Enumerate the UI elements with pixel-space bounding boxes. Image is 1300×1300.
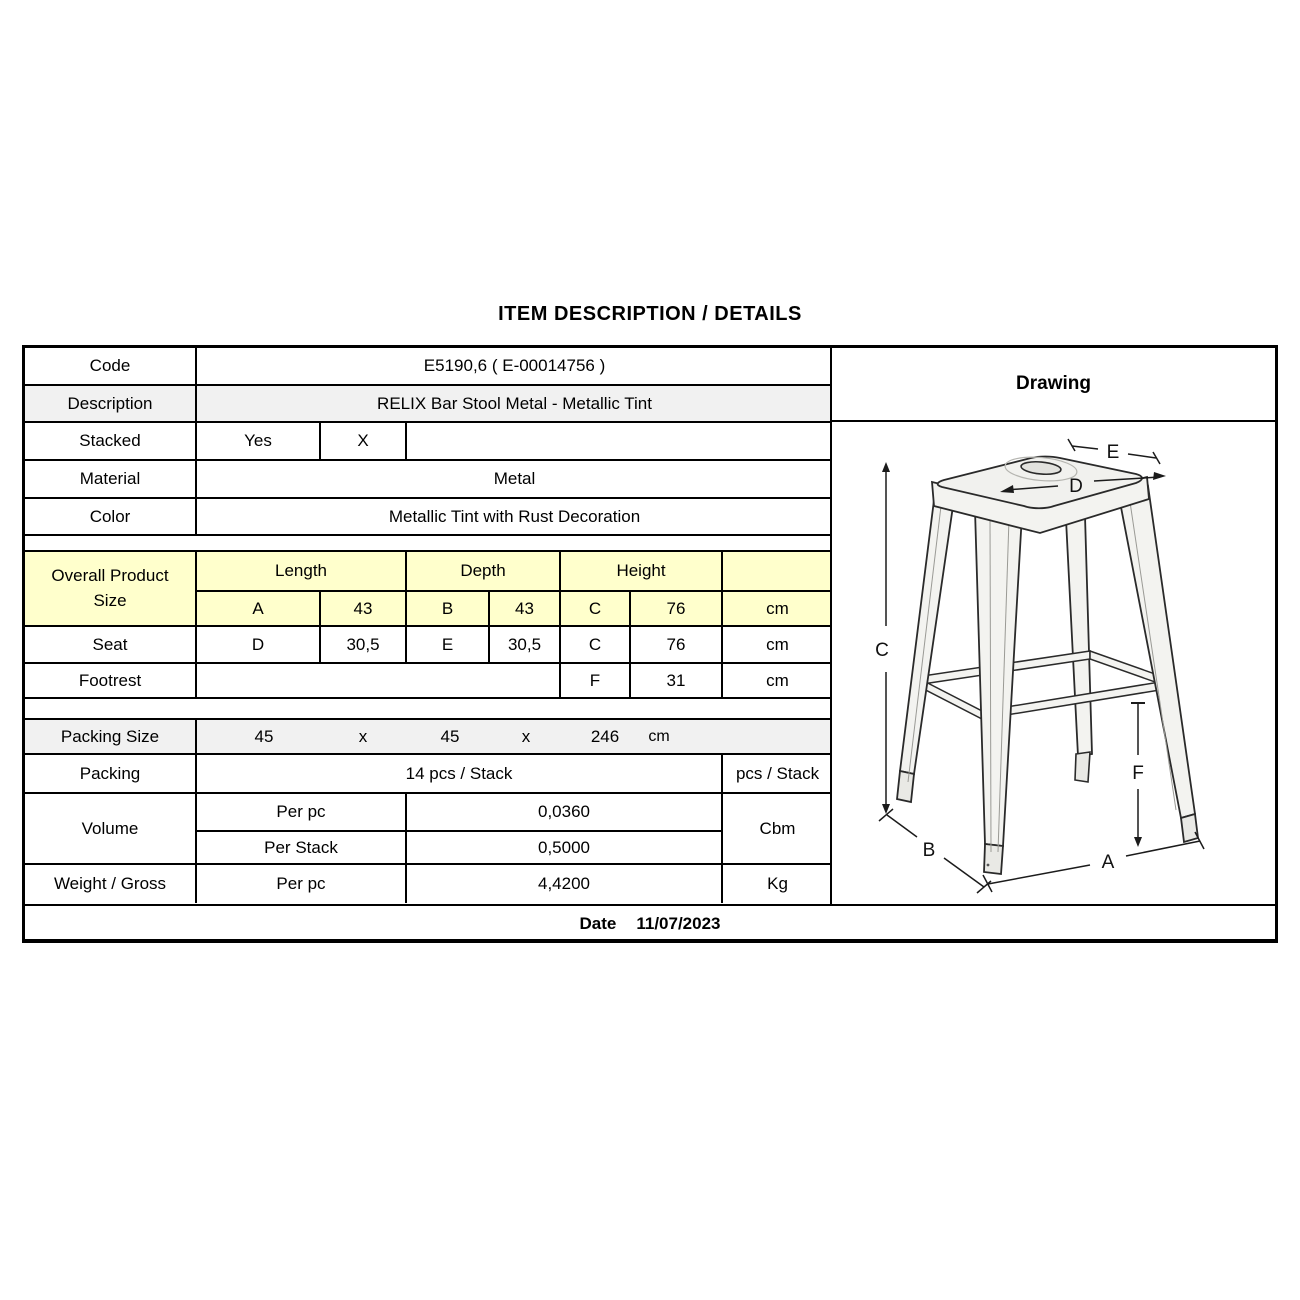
packing-label: Packing — [25, 754, 196, 793]
date-value: 11/07/2023 — [636, 914, 721, 933]
dim-line-e-left — [1072, 446, 1098, 449]
dim-label-d: D — [1069, 476, 1083, 497]
arrow-d-right — [1153, 472, 1166, 480]
description-label: Description — [25, 385, 196, 422]
stacked-empty-cell — [406, 422, 832, 460]
packing-value: 14 pcs / Stack — [196, 754, 722, 793]
spec-sheet — [22, 345, 1278, 943]
stacked-row — [25, 422, 832, 460]
overall-height-val: 76 — [630, 591, 722, 626]
dim-line-b-top — [887, 815, 917, 837]
arrow-f-bottom — [1134, 837, 1142, 847]
overall-depth-dim: B — [406, 591, 489, 626]
seat-depth-dim: E — [406, 626, 489, 663]
identification-table — [25, 348, 832, 536]
stacked-answer: Yes — [196, 422, 320, 460]
weight-unit: Kg — [722, 864, 832, 903]
code-value: E5190,6 ( E-00014756 ) — [196, 348, 832, 385]
overall-depth-val: 43 — [489, 591, 560, 626]
seat-length-dim: D — [196, 626, 320, 663]
footrest-height-dim: F — [560, 663, 630, 698]
volume-per-stack-label: Per Stack — [196, 831, 406, 864]
volume-per-stack-value: 0,5000 — [406, 831, 722, 864]
stool-left-leg — [900, 500, 953, 774]
dim-line-b-bottom — [944, 858, 984, 887]
material-value: Metal — [196, 460, 832, 498]
footrest-label: Footrest — [25, 663, 196, 698]
scan-speck — [987, 864, 990, 867]
overall-size-label: Overall Product Size — [25, 551, 196, 626]
date-label: Date — [579, 914, 617, 933]
packing-size-row — [25, 719, 832, 754]
packing-size-unit: cm — [648, 727, 670, 745]
footrest-height-val: 31 — [630, 663, 722, 698]
dim-line-a-left — [988, 865, 1090, 884]
weight-label: Weight / Gross — [25, 864, 196, 903]
stool-footrest-rails — [916, 651, 1172, 719]
dim-label-a: A — [1101, 852, 1115, 873]
weight-per-pc-label: Per pc — [196, 864, 406, 903]
stool-drawing — [832, 422, 1273, 900]
packing-row — [25, 754, 832, 793]
footrest-row — [25, 663, 832, 698]
seat-depth-val: 30,5 — [489, 626, 560, 663]
footrest-empty-cell — [196, 663, 560, 698]
seat-height-val: 76 — [630, 626, 722, 663]
depth-header: Depth — [406, 551, 560, 591]
stool-right-foot — [1181, 814, 1198, 842]
footrest-unit: cm — [722, 663, 832, 698]
dim-label-f: F — [1132, 763, 1144, 784]
volume-per-pc-value: 0,0360 — [406, 793, 722, 831]
stool-left-foot — [897, 771, 914, 802]
code-row — [25, 348, 832, 385]
length-header: Length — [196, 551, 406, 591]
material-row — [25, 460, 832, 498]
tick-f-top — [1131, 702, 1145, 704]
packing-size-height: 246 — [590, 726, 620, 746]
dim-tick-a-end — [1195, 832, 1204, 849]
dim-label-e: E — [1106, 442, 1120, 463]
stool-front-leg — [975, 510, 1022, 846]
description-value: RELIX Bar Stool Metal - Metallic Tint — [196, 385, 832, 422]
seat-height-dim: C — [560, 626, 630, 663]
packing-size-sep1: x — [358, 726, 368, 746]
description-row — [25, 385, 832, 422]
date-row — [25, 904, 1275, 942]
volume-per-pc-row — [25, 793, 832, 831]
volume-label: Volume — [25, 793, 196, 864]
overall-unit: cm — [722, 591, 832, 626]
seat-label: Seat — [25, 626, 196, 663]
overall-length-dim: A — [196, 591, 320, 626]
overall-length-val: 43 — [320, 591, 406, 626]
size-header-empty — [722, 551, 832, 591]
volume-unit: Cbm — [722, 793, 832, 864]
page-title: ITEM DESCRIPTION / DETAILS — [498, 303, 802, 325]
packing-size-depth: 45 — [440, 726, 460, 746]
color-label: Color — [25, 498, 196, 535]
stool-back-foot — [1075, 752, 1090, 782]
color-row — [25, 498, 832, 535]
packing-size-sep2: x — [521, 726, 531, 746]
dim-line-e-right — [1128, 454, 1156, 458]
volume-per-pc-label: Per pc — [196, 793, 406, 831]
seat-length-val: 30,5 — [320, 626, 406, 663]
height-header: Height — [560, 551, 722, 591]
stacked-mark: X — [320, 422, 406, 460]
packing-table — [25, 718, 832, 903]
seat-row — [25, 626, 832, 663]
dim-tick-e-start — [1068, 439, 1075, 451]
packing-unit: pcs / Stack — [722, 754, 832, 793]
dim-label-c: C — [875, 640, 889, 661]
stool-front-foot — [984, 844, 1003, 874]
packing-size-label: Packing Size — [25, 719, 196, 754]
dimensions-table — [25, 550, 832, 699]
size-header-row — [25, 551, 832, 591]
dim-label-b: B — [922, 840, 936, 861]
code-label: Code — [25, 348, 196, 385]
overall-height-dim: C — [560, 591, 630, 626]
stacked-label: Stacked — [25, 422, 196, 460]
color-value: Metallic Tint with Rust Decoration — [196, 498, 832, 535]
weight-row — [25, 864, 832, 903]
arrow-c-top — [882, 462, 890, 472]
drawing-title: Drawing — [832, 348, 1275, 422]
material-label: Material — [25, 460, 196, 498]
packing-size-values — [196, 719, 832, 754]
packing-size-width: 45 — [254, 726, 274, 746]
drawing-panel — [830, 348, 1275, 904]
seat-unit: cm — [722, 626, 832, 663]
left-leg-ridge — [908, 506, 941, 782]
weight-per-pc-value: 4,4200 — [406, 864, 722, 903]
